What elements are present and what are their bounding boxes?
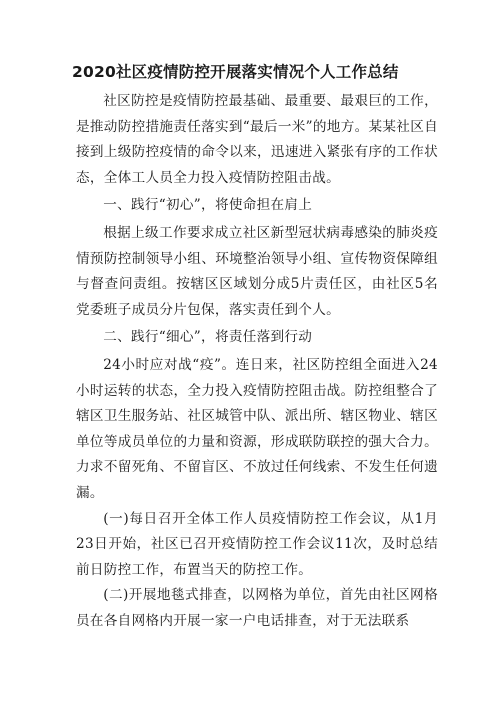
paragraph-section-1: 根据上级工作要求成立社区新型冠状病毒感染的肺炎疫情预防控制领导小组、环境整治领导小组、宣传物资保障组与督查问责组。按辖区区域划分成5片责任区，由社区5名党委班子成员分片包保，落实责任到个人。 [76,224,438,318]
paragraph-item-1: (一)每日召开全体工作人员疫情防控工作会议，从1月23日开始，社区已召开疫情防控工作会议11次，及时总结前日防控工作，布置当天的防控工作。 [76,510,438,578]
paragraph-section-2: 24小时应对战“疫”。连日来，社区防控组全面进入24小时运转的状态，全力投入疫情防控阻击战。防控组整合了辖区卫生服务站、社区城管中队、派出所、辖区物业、辖区单位等成员单位的力量和资源，形成联防联控的强大合力。力求不留死角、不留盲区、不放过任何线索、不发生任何遗漏。 [76,356,438,501]
paragraph-intro: 社区防控是疫情防控最基础、最重要、最艰巨的工作，是推动防控措施责任落实到“最后一米”的地方。某某社区自接到上级防控疫情的命令以来，迅速进入紧张有序的工作状态，全体工人员全力投入疫情防控阻击战。 [76,93,438,186]
section-heading-2: 二、践行“细心”，将责任落到行动 [103,329,313,346]
document-title: 2020社区疫情防控开展落实情况个人工作总结 [72,63,399,81]
document-page [72,60,438,634]
section-heading-1: 一、践行“初心”，将使命担在肩上 [103,197,313,214]
paragraph-item-2: (二)开展地毯式排查，以网格为单位，首先由社区网格员在各自网格内开展一家一户电话排查，对于无法联系 [76,587,438,629]
